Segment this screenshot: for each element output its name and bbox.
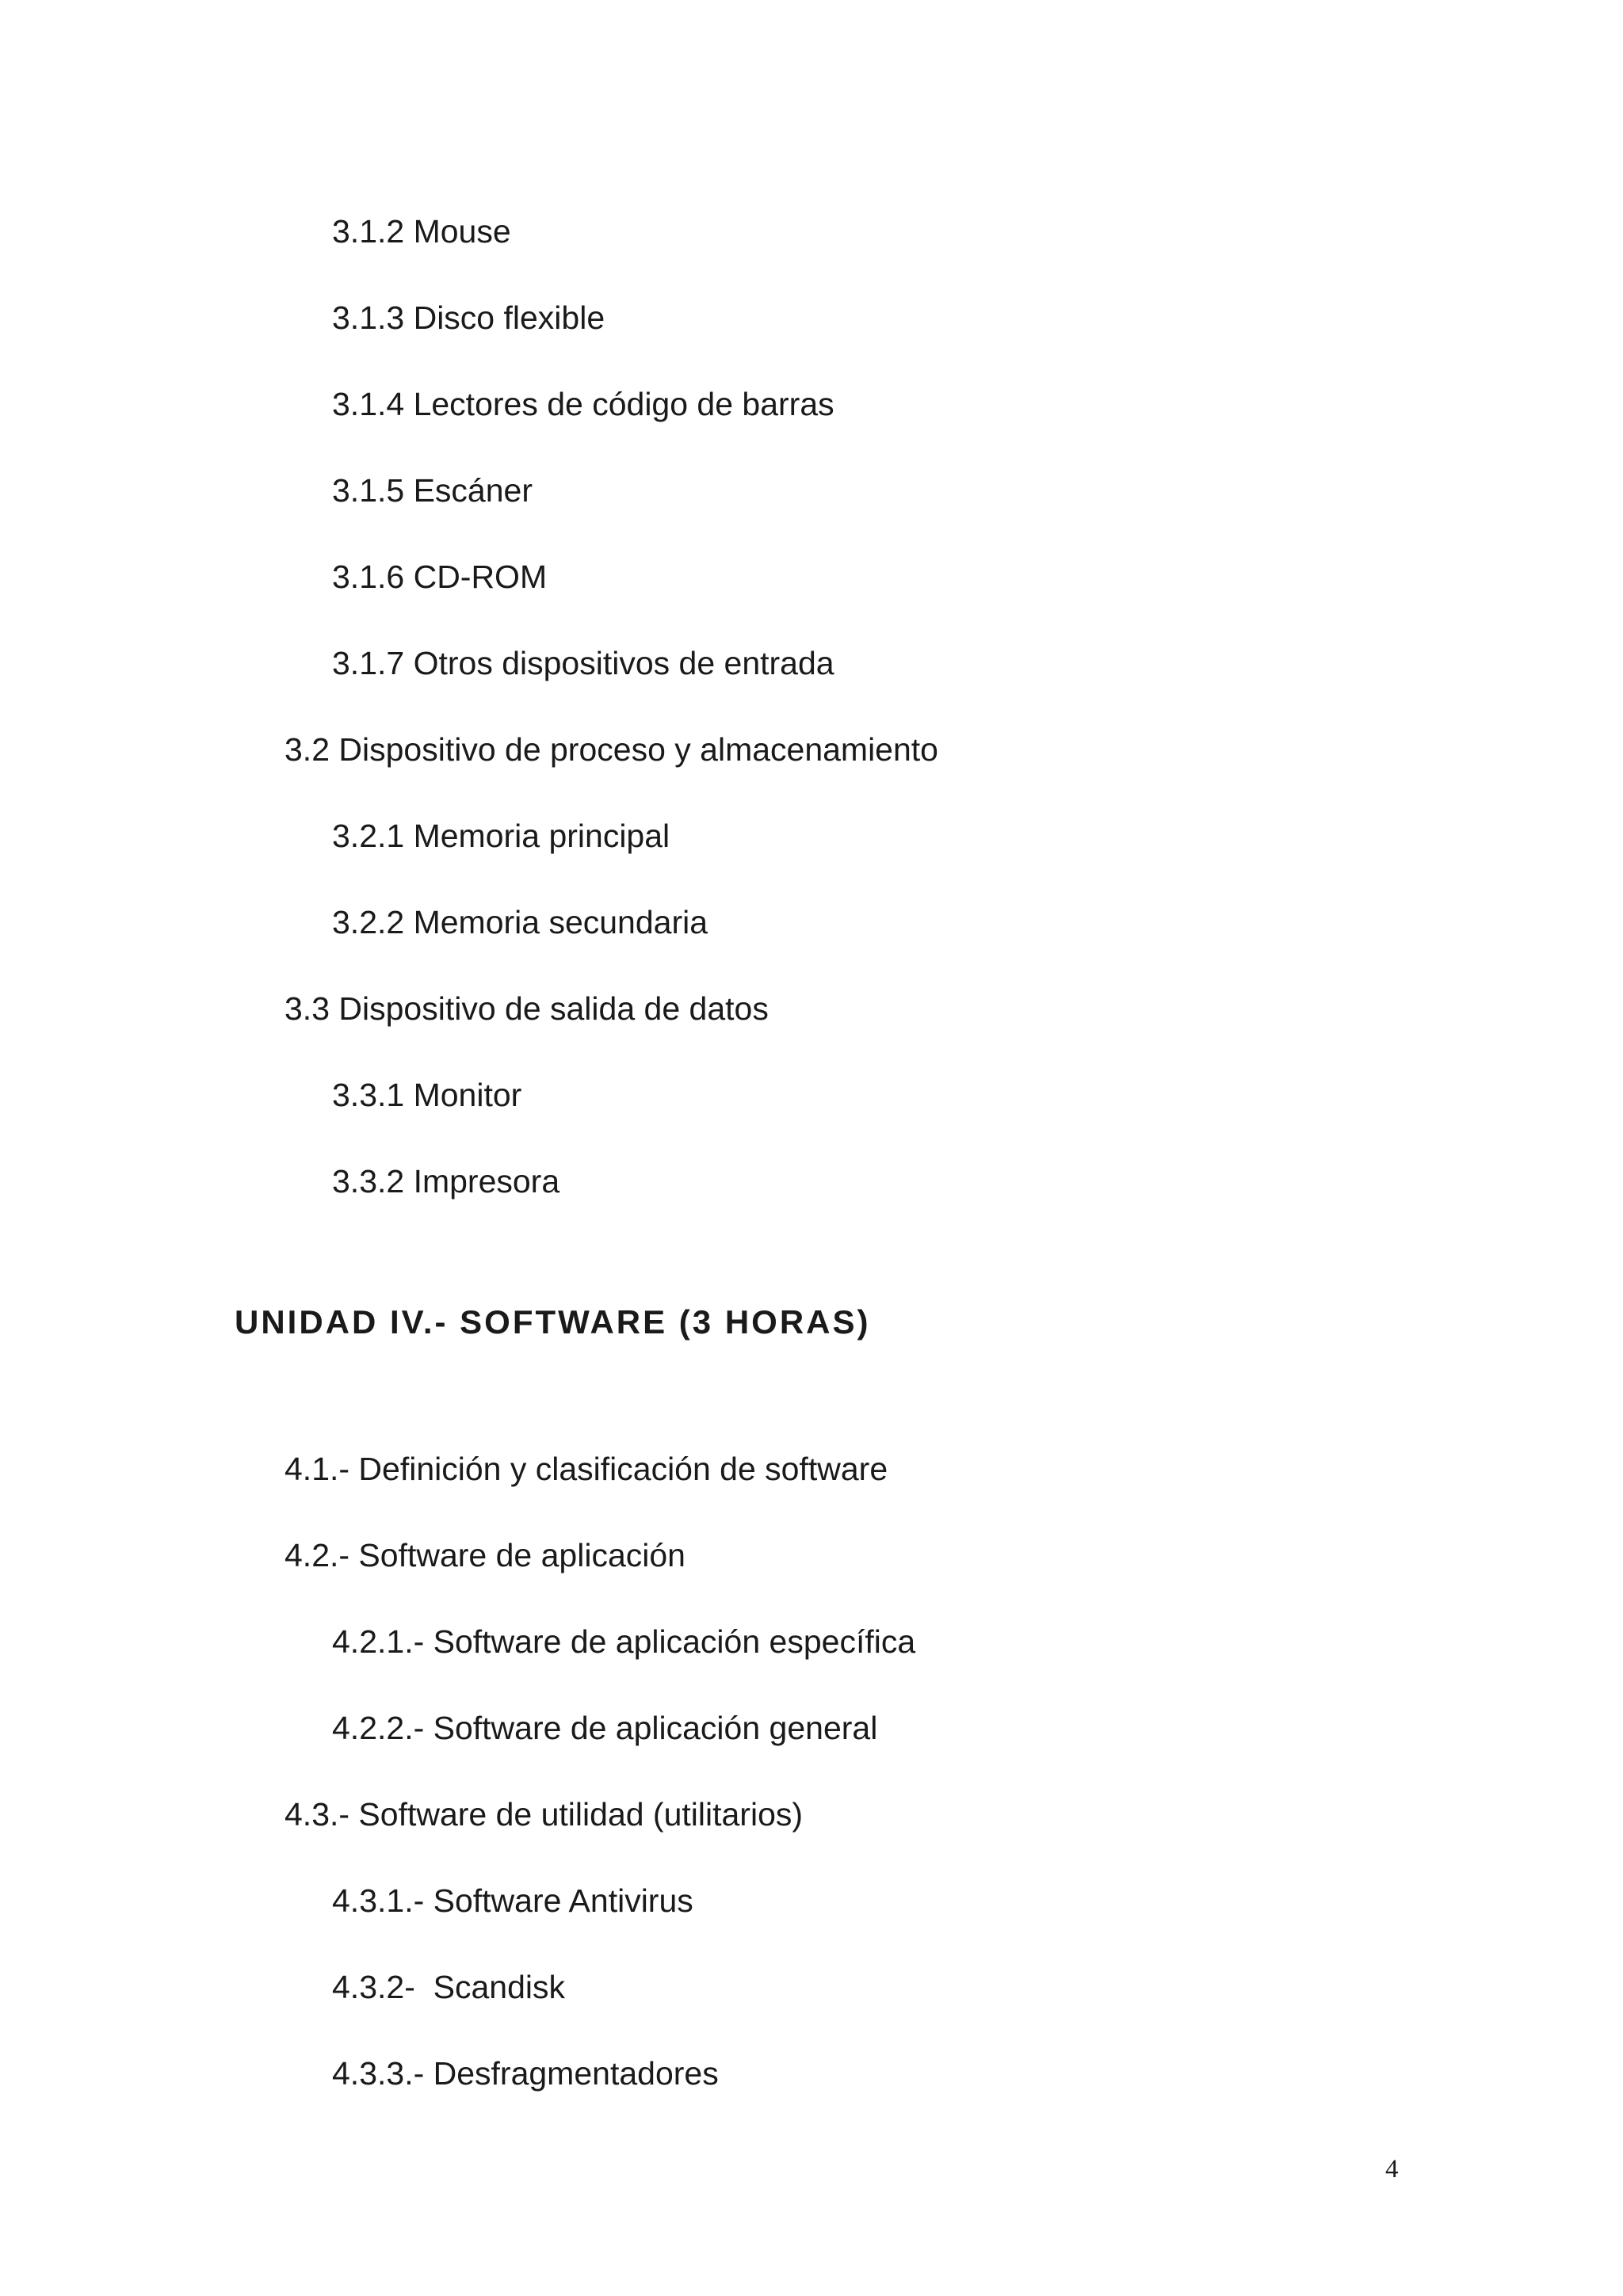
outline-item-4-1: 4.1.- Definición y clasificación de software bbox=[285, 1451, 888, 1487]
outline-item-3-1-7: 3.1.7 Otros dispositivos de entrada bbox=[332, 645, 834, 681]
outline-item-3-1-2: 3.1.2 Mouse bbox=[332, 213, 511, 250]
outline-item-3-3: 3.3 Dispositivo de salida de datos bbox=[285, 990, 769, 1027]
outline-item-3-1-4: 3.1.4 Lectores de código de barras bbox=[332, 386, 834, 422]
outline-item-4-2-2: 4.2.2.- Software de aplicación general bbox=[332, 1710, 878, 1746]
outline-item-3-1-5: 3.1.5 Escáner bbox=[332, 472, 533, 509]
outline-item-3-3-2: 3.3.2 Impresora bbox=[332, 1163, 560, 1199]
unit-heading: UNIDAD IV.- SOFTWARE (3 HORAS) bbox=[235, 1303, 871, 1341]
page-number: 4 bbox=[1385, 2155, 1399, 2183]
outline-item-3-3-1: 3.3.1 Monitor bbox=[332, 1077, 522, 1113]
outline-item-3-1-3: 3.1.3 Disco flexible bbox=[332, 299, 605, 336]
outline-item-3-1-6: 3.1.6 CD-ROM bbox=[332, 559, 548, 595]
outline-item-4-3-1: 4.3.1.- Software Antivirus bbox=[332, 1882, 693, 1919]
outline-item-4-3-3: 4.3.3.- Desfragmentadores bbox=[332, 2055, 719, 2092]
outline-item-3-2-2: 3.2.2 Memoria secundaria bbox=[332, 904, 708, 940]
outline-item-4-2: 4.2.- Software de aplicación bbox=[285, 1537, 685, 1573]
outline-item-4-2-1: 4.2.1.- Software de aplicación específica bbox=[332, 1623, 916, 1660]
outline-item-3-2-1: 3.2.1 Memoria principal bbox=[332, 818, 670, 854]
outline-item-4-3: 4.3.- Software de utilidad (utilitarios) bbox=[285, 1796, 804, 1833]
outline-item-3-2: 3.2 Dispositivo de proceso y almacenamiento bbox=[285, 731, 938, 768]
outline-item-4-3-2: 4.3.2- Scandisk bbox=[332, 1969, 565, 2005]
